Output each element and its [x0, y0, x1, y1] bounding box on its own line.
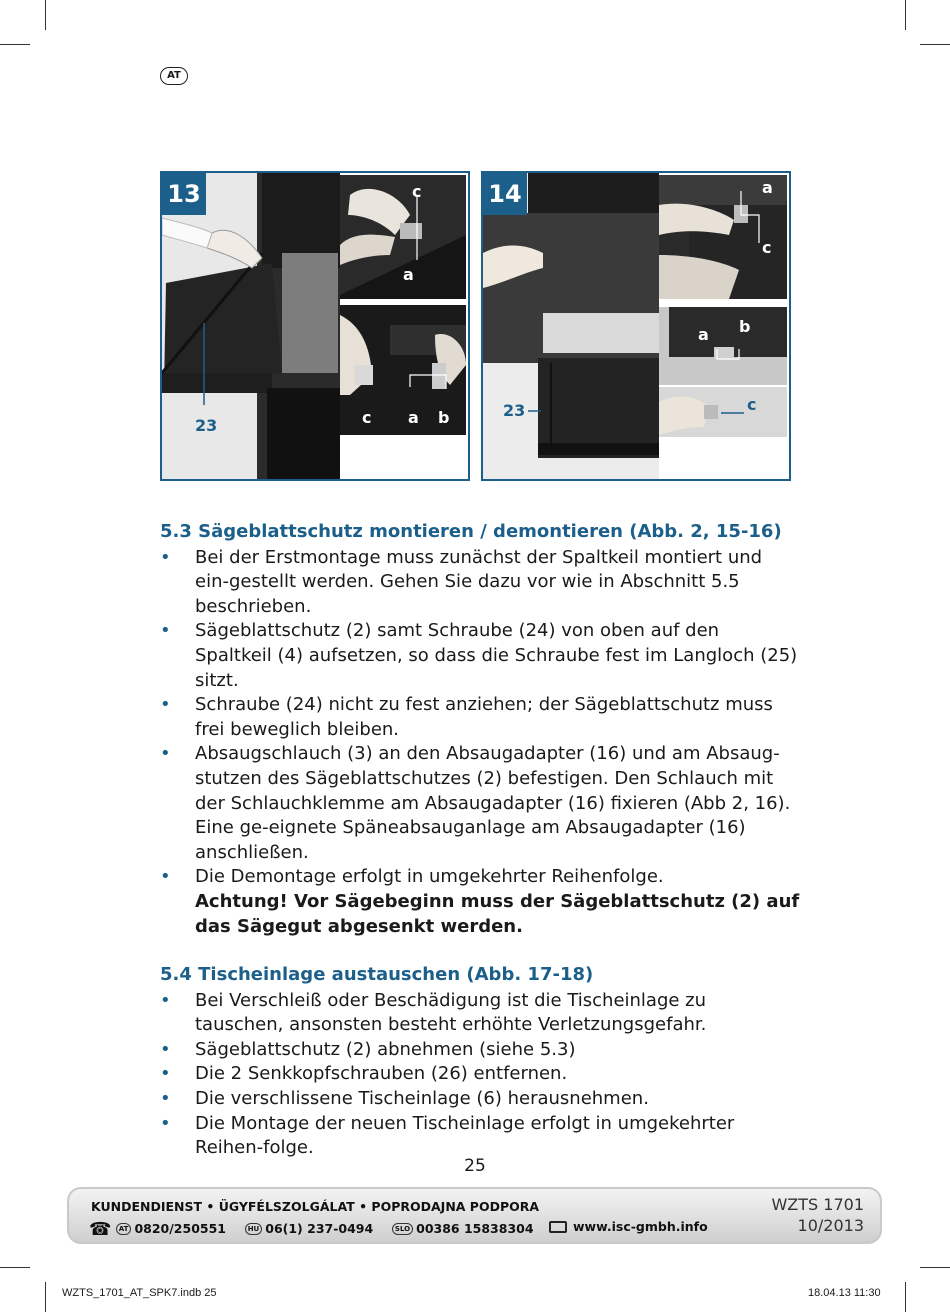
photo-main-illustration	[162, 173, 340, 479]
list-item-text: Die Montage der neuen Tischeinlage erfolgt in umgekehrter Reihen-folge.	[195, 1112, 735, 1159]
bullet: •	[160, 1088, 171, 1110]
bullet: •	[160, 743, 171, 765]
phone-number[interactable]: 06(1) 237-0494	[265, 1221, 374, 1236]
callout-a: a	[403, 265, 414, 284]
list-item	[160, 1038, 800, 1063]
crop-mark	[905, 1282, 906, 1312]
list-item-text: Schraube (24) nicht zu fest anziehen; der Sägeblattschutz muss frei beweglich bleiben.	[195, 694, 773, 740]
callout-b: b	[438, 408, 450, 427]
phone-icon: ☎	[89, 1219, 112, 1240]
photo-detail-bottom	[659, 387, 787, 437]
bullet: •	[160, 546, 171, 568]
print-slug-timestamp: 18.04.13 11:30	[808, 1287, 881, 1299]
website-link[interactable]: www.isc-gmbh.info	[573, 1219, 708, 1234]
figure-13	[160, 171, 470, 481]
bullet: •	[160, 620, 171, 642]
list-item-text: Sägeblattschutz (2) samt Schraube (24) von oben auf den Spaltkeil (4) aufsetzen, so dass die Schraube fest im Langloch (25) sitzt.	[195, 620, 798, 691]
callout-a: a	[408, 408, 419, 427]
crop-mark	[920, 44, 950, 45]
figure-14	[481, 171, 791, 481]
model-number: WZTS 1701	[771, 1195, 864, 1214]
list-item-text: Sägeblattschutz (2) abnehmen (siehe 5.3)	[195, 1038, 576, 1060]
bullet: •	[160, 1038, 171, 1060]
crop-mark	[45, 0, 46, 30]
content	[160, 520, 800, 1161]
bullet: •	[160, 989, 171, 1011]
bullet: •	[160, 694, 171, 716]
photo-detail-middle-illustration	[659, 307, 787, 385]
laptop-icon	[549, 1221, 567, 1233]
list-item	[160, 1087, 800, 1112]
bullet: •	[160, 1112, 171, 1134]
list-item-text: Absaugschlauch (3) an den Absaugadapter (16) und am Absaug-stutzen des Sägeblattschutzes (2) befestigen. Den Schlauch mit der Schlauchklemme am Absaugadapter (16) fixieren (Abb 2, 16). Eine ge-eignete Späneabsauganlage am Absaugadapter (16) anschließen.	[195, 743, 791, 863]
section-heading: 5.3 Sägeblattschutz montieren / demontieren (Abb. 2, 15-16)	[160, 521, 782, 542]
list-item-text: Bei Verschleiß oder Beschädigung ist die Tischeinlage zu tauschen, ansonsten besteht erhöhte Verletzungsgefahr.	[195, 989, 707, 1036]
page-number: 25	[464, 1156, 486, 1176]
list-item	[160, 619, 800, 693]
crop-mark	[905, 0, 906, 30]
model-info	[771, 1194, 864, 1236]
bullet: •	[160, 866, 171, 888]
list-item-text: Bei der Erstmontage muss zunächst der Spaltkeil montiert und ein-gestellt werden. Gehen Sie dazu vor wie in Abschnitt 5.5 beschrieben.	[195, 546, 763, 617]
print-slug-file: WZTS_1701_AT_SPK7.indb 25	[62, 1287, 217, 1299]
callout-c: c	[762, 238, 772, 257]
list-item	[160, 693, 800, 742]
list-item-text: Die 2 Senkkopfschrauben (26) entfernen.	[195, 1063, 568, 1085]
section-heading: 5.4 Tischeinlage austauschen (Abb. 17-18)	[160, 964, 594, 986]
photo-main	[483, 173, 659, 479]
website	[549, 1219, 708, 1234]
country-badge: AT	[116, 1223, 132, 1235]
callout-c: c	[412, 182, 422, 201]
list-item	[160, 1112, 800, 1161]
country-badge: SLO	[392, 1223, 413, 1235]
list-item-text: Die Demontage erfolgt in umgekehrter Reihenfolge.	[195, 866, 664, 888]
callout-b: b	[739, 317, 751, 336]
crop-mark	[0, 1267, 30, 1268]
bullet-list	[160, 546, 800, 890]
edition-date: 10/2013	[797, 1216, 864, 1235]
phone-row	[89, 1219, 534, 1240]
crop-mark	[45, 1282, 46, 1312]
country-badge: HU	[245, 1223, 263, 1235]
crop-mark	[0, 44, 30, 45]
service-footer	[67, 1187, 882, 1244]
list-item	[160, 742, 800, 865]
phone-number[interactable]: 0820/250551	[134, 1221, 226, 1236]
list-item	[160, 1062, 800, 1087]
warning-text: Achtung! Vor Sägebeginn muss der Sägeblattschutz (2) auf das Sägegut abgesenkt werden.	[195, 890, 800, 937]
callout-c: c	[747, 395, 757, 414]
list-item	[160, 865, 800, 890]
photo-detail-bottom-illustration	[659, 387, 787, 437]
callout-23: 23	[195, 416, 218, 435]
phone-number[interactable]: 00386 15838304	[416, 1221, 534, 1236]
photo-main	[162, 173, 340, 479]
callout-23: 23	[503, 401, 526, 420]
language-badge: AT	[160, 67, 188, 85]
figure-number: 13	[162, 173, 206, 215]
photo-main-illustration	[483, 173, 659, 479]
list-item	[160, 546, 800, 620]
footer-title: KUNDENDIENST • ÜGYFÉLSZOLGÁLAT • POPRODAJNA PODPORA	[91, 1199, 540, 1214]
callout-a: a	[698, 325, 709, 344]
bullet: •	[160, 1063, 171, 1085]
figure-number: 14	[483, 173, 527, 215]
bullet-list	[160, 989, 800, 1161]
photo-detail-middle	[659, 307, 787, 385]
callout-c: c	[362, 408, 372, 427]
crop-mark	[920, 1267, 950, 1268]
list-item-text: Die verschlissene Tischeinlage (6) herausnehmen.	[195, 1088, 649, 1110]
list-item	[160, 989, 800, 1038]
callout-a: a	[762, 178, 773, 197]
